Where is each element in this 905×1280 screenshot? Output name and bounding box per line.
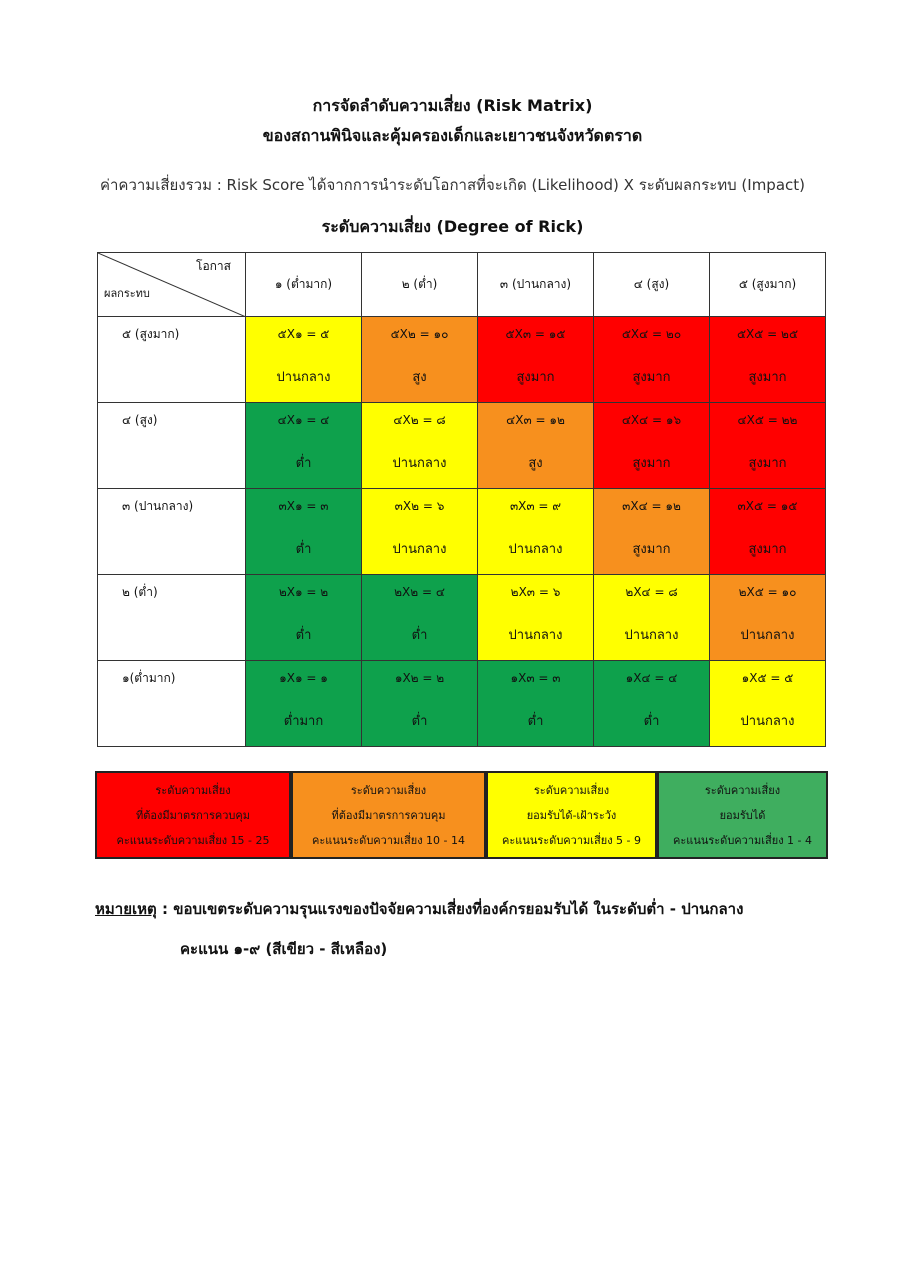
risk-level-label: ปานกลาง <box>508 542 563 557</box>
risk-cell <box>710 575 826 661</box>
row-header-label: ๓ (ปานกลาง) <box>122 499 194 513</box>
risk-score-expr: ๓X๑ = ๓ <box>278 499 329 513</box>
legend-heading: ระดับความเสี่ยง <box>533 783 610 797</box>
risk-level-label: ต่ำมาก <box>283 714 324 729</box>
risk-level-label: สูงมาก <box>516 370 555 385</box>
risk-score-expr: ๒X๓ = ๖ <box>510 585 561 599</box>
legend-description: ยอมรับได้-เฝ้าระวัง <box>526 808 617 822</box>
risk-level-label: ต่ำ <box>411 628 428 643</box>
risk-level-label: ปานกลาง <box>508 628 563 643</box>
risk-cell <box>362 403 478 489</box>
risk-level-label: สูงมาก <box>632 542 671 557</box>
row-header <box>98 661 246 747</box>
risk-score-expr: ๒X๒ = ๔ <box>394 585 445 599</box>
risk-score-expr: ๑X๒ = ๒ <box>394 671 445 685</box>
column-header: ๔ (สูง) <box>594 253 710 317</box>
risk-cell <box>362 317 478 403</box>
risk-matrix-table <box>97 252 826 747</box>
legend-score-range: คะแนนระดับความเสี่ยง 15 - 25 <box>116 834 270 848</box>
legend-score-range: คะแนนระดับความเสี่ยง 10 - 14 <box>311 834 466 848</box>
risk-cell <box>594 575 710 661</box>
risk-score-expr: ๓X๒ = ๖ <box>394 499 445 513</box>
risk-cell <box>362 661 478 747</box>
risk-cell <box>594 403 710 489</box>
risk-score-expr: ๑X๓ = ๓ <box>510 671 561 685</box>
risk-level-label: ต่ำ <box>643 714 660 729</box>
column-header: ๓ (ปานกลาง) <box>478 253 594 317</box>
column-header: ๒ (ต่ำ) <box>362 253 478 317</box>
page-title: การจัดลำดับความเสี่ยง (Risk Matrix) <box>312 96 593 115</box>
row-header <box>98 489 246 575</box>
matrix-row <box>98 317 826 403</box>
matrix-corner-cell <box>98 253 246 317</box>
risk-level-label: ต่ำ <box>295 456 312 471</box>
risk-score-expr: ๓X๔ = ๑๒ <box>622 499 681 513</box>
risk-cell <box>246 317 362 403</box>
risk-level-label: ปานกลาง <box>740 714 795 729</box>
risk-cell <box>362 489 478 575</box>
risk-score-expr: ๕X๕ = ๒๕ <box>736 327 799 341</box>
impact-axis-label: ผลกระทบ <box>104 287 150 300</box>
note-label: หมายเหตุ <box>95 900 157 918</box>
risk-cell <box>478 575 594 661</box>
legend-box-low <box>657 771 828 859</box>
legend-description: ที่ต้องมีมาตรการควบคุม <box>136 808 250 822</box>
risk-cell <box>710 661 826 747</box>
risk-cell <box>362 575 478 661</box>
row-header-label: ๒ (ต่ำ) <box>122 585 158 599</box>
risk-cell <box>478 317 594 403</box>
row-header <box>98 403 246 489</box>
risk-cell <box>710 489 826 575</box>
matrix-header-row <box>98 253 826 317</box>
risk-level-label: สูงมาก <box>748 456 787 471</box>
legend-box-high <box>291 771 486 859</box>
risk-cell <box>246 403 362 489</box>
row-header <box>98 317 246 403</box>
risk-score-expr: ๔X๓ = ๑๒ <box>506 413 565 427</box>
risk-level-label: ต่ำ <box>411 714 428 729</box>
risk-score-expr: ๕X๒ = ๑๐ <box>390 327 449 341</box>
risk-score-expr: ๒X๔ = ๘ <box>625 585 678 599</box>
legend-box-medium <box>486 771 657 859</box>
risk-cell <box>478 661 594 747</box>
risk-score-expr: ๔X๕ = ๒๒ <box>737 413 798 427</box>
risk-cell <box>594 489 710 575</box>
row-header <box>98 575 246 661</box>
likelihood-axis-label: โอกาส <box>196 259 231 273</box>
risk-cell <box>478 403 594 489</box>
risk-cell <box>710 403 826 489</box>
risk-score-expr: ๕X๑ = ๕ <box>277 327 330 341</box>
risk-score-expr: ๓X๕ = ๑๕ <box>737 499 798 513</box>
legend-score-range: คะแนนระดับความเสี่ยง 1 - 4 <box>672 834 813 848</box>
risk-score-expr: ๕X๓ = ๑๕ <box>505 327 566 341</box>
row-header-label: ๔ (สูง) <box>122 413 158 427</box>
matrix-title: ระดับความเสี่ยง (Degree of Rick) <box>321 217 584 236</box>
legend-heading: ระดับความเสี่ยง <box>704 783 781 797</box>
risk-cell <box>246 489 362 575</box>
column-header: ๑ (ต่ำมาก) <box>246 253 362 317</box>
risk-level-label: ต่ำ <box>527 714 544 729</box>
column-header: ๕ (สูงมาก) <box>710 253 826 317</box>
legend-heading: ระดับความเสี่ยง <box>350 783 427 797</box>
note-score-range: คะแนน ๑-๙ (สีเขียว - สีเหลือง) <box>180 940 388 958</box>
legend-score-range: คะแนนระดับความเสี่ยง 5 - 9 <box>501 834 642 848</box>
matrix-row <box>98 403 826 489</box>
risk-cell <box>594 661 710 747</box>
note <box>95 897 743 921</box>
risk-cell <box>246 661 362 747</box>
risk-cell <box>246 575 362 661</box>
risk-cell <box>594 317 710 403</box>
risk-level-label: สูงมาก <box>632 456 671 471</box>
row-header-label: ๕ (สูงมาก) <box>122 327 180 341</box>
risk-cell <box>710 317 826 403</box>
risk-score-expr: ๒X๕ = ๑๐ <box>738 585 797 599</box>
risk-legend <box>95 771 828 859</box>
risk-level-label: สูงมาก <box>748 542 787 557</box>
risk-level-label: สูง <box>412 370 427 385</box>
risk-score-expr: ๔X๒ = ๘ <box>393 413 446 427</box>
risk-score-expr: ๑X๔ = ๔ <box>625 671 678 685</box>
matrix-row <box>98 489 826 575</box>
matrix-row <box>98 661 826 747</box>
risk-level-label: ต่ำ <box>295 542 312 557</box>
risk-score-expr: ๓X๓ = ๙ <box>509 499 562 513</box>
row-header-label: ๑(ต่ำมาก) <box>122 671 176 685</box>
risk-score-expr: ๑X๑ = ๑ <box>279 671 328 685</box>
page-title-line2: ของสถานพินิจและคุ้มครองเด็กและเยาวชนจังหวัดตราด <box>262 126 643 145</box>
risk-score-description: ค่าความเสี่ยงรวม : Risk Score ได้จากการนำระดับโอกาสที่จะเกิด (Likelihood) X ระดับผลกระทบ (Impact) <box>99 176 806 194</box>
risk-level-label: สูง <box>528 456 543 471</box>
legend-box-very-high <box>95 771 291 859</box>
risk-score-expr: ๔X๑ = ๔ <box>277 413 330 427</box>
risk-level-label: ปานกลาง <box>276 370 331 385</box>
legend-description: ยอมรับได้ <box>719 808 766 822</box>
note-text: : ขอบเขตระดับความรุนแรงของปัจจัยความเสี่ยงที่องค์กรยอมรับได้ ในระดับต่ำ - ปานกลาง <box>156 900 744 918</box>
risk-level-label: สูงมาก <box>748 370 787 385</box>
risk-score-expr: ๕X๔ = ๒๐ <box>621 327 682 341</box>
risk-score-expr: ๑X๕ = ๕ <box>741 671 794 685</box>
risk-level-label: ปานกลาง <box>740 628 795 643</box>
matrix-row <box>98 575 826 661</box>
risk-level-label: ปานกลาง <box>624 628 679 643</box>
legend-description: ที่ต้องมีมาตรการควบคุม <box>331 808 446 822</box>
risk-level-label: สูงมาก <box>632 370 671 385</box>
risk-score-expr: ๔X๔ = ๑๖ <box>621 413 682 427</box>
risk-cell <box>478 489 594 575</box>
risk-level-label: ต่ำ <box>295 628 312 643</box>
legend-heading: ระดับความเสี่ยง <box>155 783 231 797</box>
risk-score-expr: ๒X๑ = ๒ <box>278 585 329 599</box>
risk-level-label: ปานกลาง <box>392 542 447 557</box>
risk-level-label: ปานกลาง <box>392 456 447 471</box>
